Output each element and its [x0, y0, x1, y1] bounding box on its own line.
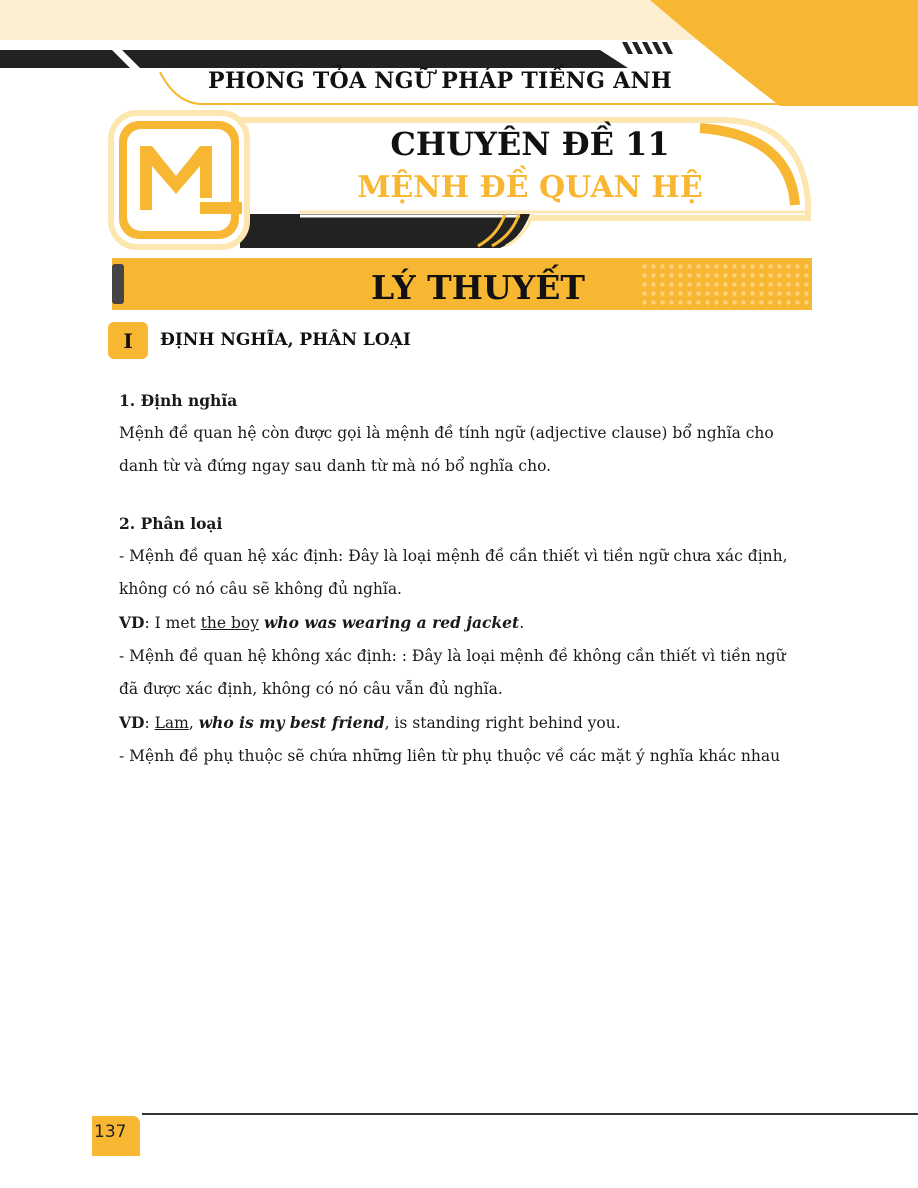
example-antecedent: Lam	[154, 714, 189, 732]
subordinate-note: - Mệnh đề phụ thuộc sẽ chứa những liên từ phụ thuộc về các mặt ý nghĩa khác nhau	[119, 747, 781, 765]
example-label: VD	[119, 613, 145, 632]
page-number: 137	[94, 1122, 127, 1142]
footer-decoration	[88, 1108, 918, 1162]
m-logo-icon	[108, 110, 250, 250]
section-heading: ĐỊNH NGHĨA, PHÂN LOẠI	[160, 330, 411, 350]
definition-heading: 1. Định nghĩa	[119, 391, 238, 410]
spacer	[119, 483, 809, 507]
example-comma: ,	[188, 714, 199, 732]
example-clause: who was wearing a red jacket	[263, 613, 520, 632]
series-title: PHONG TỎA NGỮ PHÁP TIẾNG ANH	[207, 68, 672, 94]
defining-clause-text: - Mệnh đề quan hệ xác định: Đây là loại mệnh đề cần thiết vì tiền ngữ chưa xác định, không có nó câu sẽ không đủ nghĩa.	[119, 547, 788, 598]
example-2	[119, 706, 809, 740]
non-defining-clause-text: - Mệnh đề quan hệ không xác định: : Đây là loại mệnh đề không cần thiết vì tiền ngữ đã được xác định, không có nó câu vẫn đủ nghĩa.	[119, 647, 786, 698]
example-1	[119, 606, 809, 640]
example-end: , is standing right behind you.	[384, 714, 621, 732]
example-antecedent: the boy	[200, 614, 260, 632]
classification-heading: 2. Phân loại	[119, 514, 223, 533]
example-clause: who is my best friend	[198, 713, 385, 732]
example-end: .	[519, 614, 525, 632]
chapter-number: CHUYÊN ĐỀ 11	[390, 125, 670, 163]
definition-text: Mệnh đề quan hệ còn được gọi là mệnh đề tính ngữ (adjective clause) bổ nghĩa cho danh từ và đứng ngay sau danh từ mà nó bổ nghĩa cho.	[119, 424, 774, 475]
example-label: VD	[119, 713, 145, 732]
content-body	[119, 384, 809, 773]
section-badge: I	[108, 322, 148, 359]
example-text: :	[144, 714, 155, 732]
example-text: : I met	[144, 614, 201, 632]
chapter-topic: MỆNH ĐỀ QUAN HỆ	[357, 170, 703, 205]
banner-title: LÝ THUYẾT	[371, 268, 585, 307]
